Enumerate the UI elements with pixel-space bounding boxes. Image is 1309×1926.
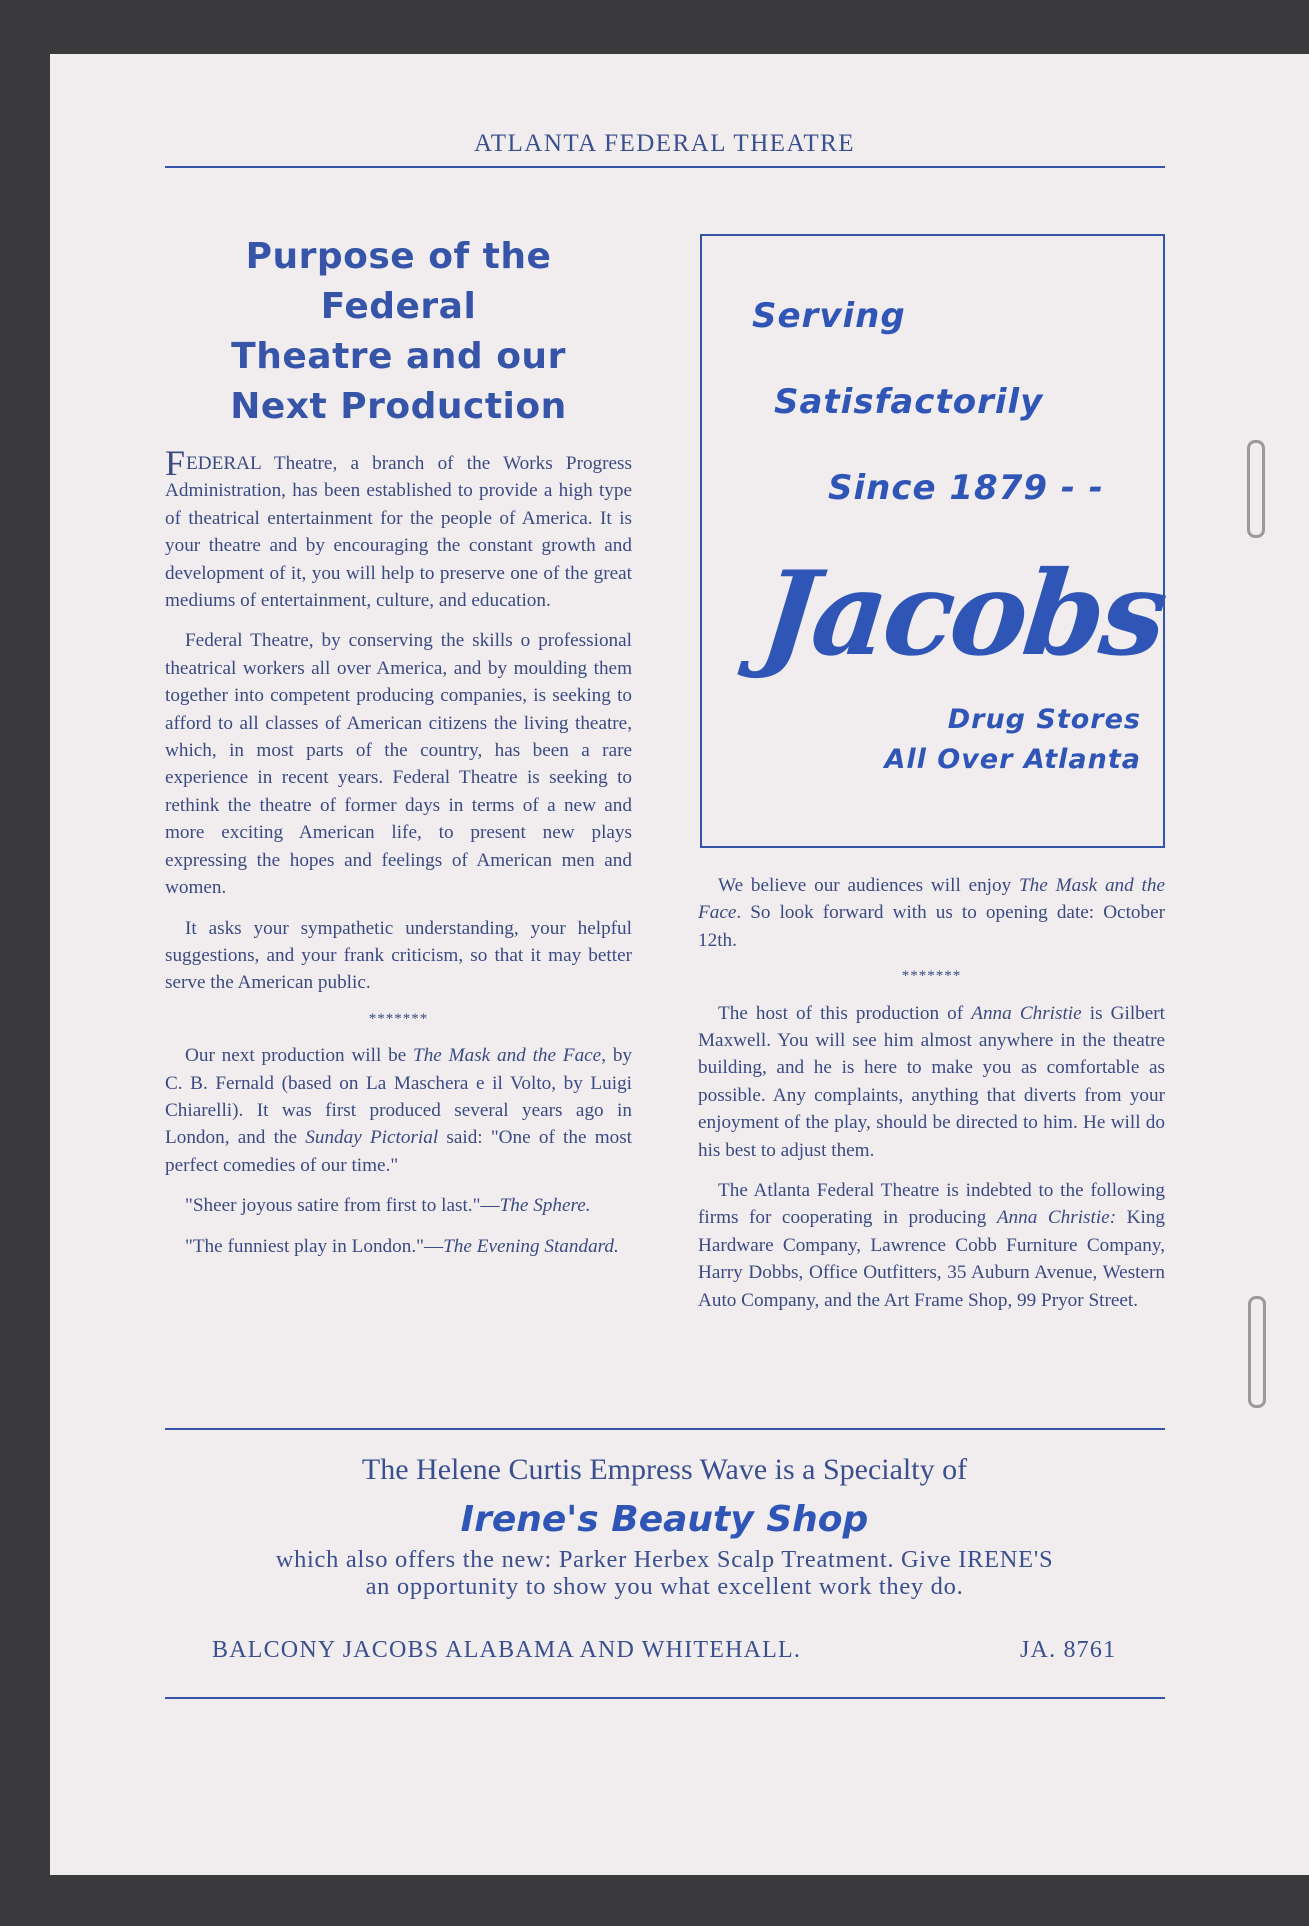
bottom-rule — [165, 1697, 1165, 1699]
paragraph-audience: We believe our audiences will enjoy The Mask and the Face. So look forward with us to opening date: October 12th. — [698, 875, 1165, 951]
bottom-top-rule — [165, 1428, 1165, 1430]
ad-line-satisfactorily: Satisfactorily — [774, 382, 1044, 422]
staple-top — [1247, 440, 1265, 538]
paragraph-acknowledgements: The Atlanta Federal Theatre is indebted to the following firms for cooperating in producing Anna Christie: King Hardware Company, Lawrence Cobb Furniture Company, Harry Dobbs, Office Outfitters, 35 Auburn Avenue, Western Auto Company, and the Art Frame Shop, 99 Pryor Street. — [698, 1180, 1165, 1311]
jacobs-logo: Jacobs — [754, 546, 1170, 682]
shop-address: BALCONY JACOBS ALABAMA AND WHITEHALL. — [212, 1637, 802, 1663]
header-rule — [165, 166, 1165, 168]
left-column — [165, 232, 632, 1273]
drop-cap: F — [165, 443, 186, 483]
paragraph-purpose: FEDERAL Theatre, a branch of the Works Progress Administration, has been established to provide a high type of theatrical entertainment for the people of America. It is your theatre and by encouraging the constant growth and development of it, you will help to preserve one of the great mediums of entertainment, culture, and education. — [165, 443, 632, 612]
ad-tagline: Drug Stores All Over Atlanta — [884, 704, 1141, 775]
paragraph-skills: Federal Theatre, by conserving the skills o professional theatrical workers all over America, and by moulding them together into competent producing companies, is seeking to afford to all classes of American citizens the living theatre, which, in most parts of the country, has been a rare experience in recent years. Federal Theatre is seeking to rethink the theatre of former days in terms of a new and more exciting American life, to present new plays expressing the hopes and feelings of American men and women. — [165, 630, 632, 899]
quote-source: The Evening Standard. — [443, 1235, 619, 1257]
ad-line-since: Since 1879 - - — [828, 468, 1104, 508]
ad-line-serving: Serving — [752, 296, 906, 336]
heading-line-2: Theatre and our — [231, 336, 566, 377]
quote-source: The Sphere. — [499, 1195, 591, 1217]
shop-phone: JA. 8761 — [1020, 1637, 1117, 1663]
jacobs-advertisement — [700, 234, 1170, 848]
bottom-ad-intro: The Helene Curtis Empress Wave is a Specialty of — [361, 1453, 968, 1486]
quote-sphere: "Sheer joyous satire from first to last."—The Sphere. — [185, 1195, 591, 1217]
heading-line-3: Next Production — [230, 386, 567, 427]
play-title: Anna Christie: — [996, 1207, 1117, 1229]
quote-evening-standard: "The funniest play in London."—The Evening Standard. — [185, 1235, 619, 1257]
heading-line-1: Purpose of the Federal — [245, 236, 552, 327]
separator-stars: ******* — [901, 968, 962, 985]
irene-beauty-advertisement — [0, 1453, 1309, 1600]
paragraph-sympathy: It asks your sympathetic understanding, your helpful suggestions, and your frank criticism, so that it may better serve the American public. — [165, 917, 632, 994]
right-column — [698, 872, 1165, 1327]
newspaper-name: Sunday Pictorial — [305, 1127, 439, 1149]
play-title: Anna Christie — [971, 1002, 1082, 1024]
paragraph-host: The host of this production of Anna Christie is Gilbert Maxwell. You will see him almost anywhere in the theatre building, and he is here to make you as comfortable as possible. Any complaints, anything that diverts from your enjoyment of the play, should be directed to him. He will do his best to adjust them. — [698, 1002, 1165, 1161]
staple-bottom — [1248, 1296, 1266, 1408]
play-title: The Mask and the Face — [413, 1045, 602, 1067]
paragraph-next-production: Our next production will be The Mask and the Face, by C. B. Fernald (based on La Maschera e il Volto, by Luigi Chiarelli). It was first produced several years ago in London, and the Sunday Pictorial said: "One of the most perfect comedies of our time." — [165, 1045, 633, 1176]
page-header: ATLANTA FEDERAL THEATRE — [473, 130, 856, 157]
shop-name: Irene's Beauty Shop — [460, 1499, 869, 1540]
article-heading — [165, 232, 632, 432]
separator-stars: ******* — [368, 1010, 429, 1027]
bottom-ad-offer: which also offers the new: Parker Herbex Scalp Treatment. Give IRENE'S an opportunity to show you what excellent work they do. — [275, 1546, 1054, 1600]
play-title: The Mask and the Face — [698, 875, 1165, 924]
